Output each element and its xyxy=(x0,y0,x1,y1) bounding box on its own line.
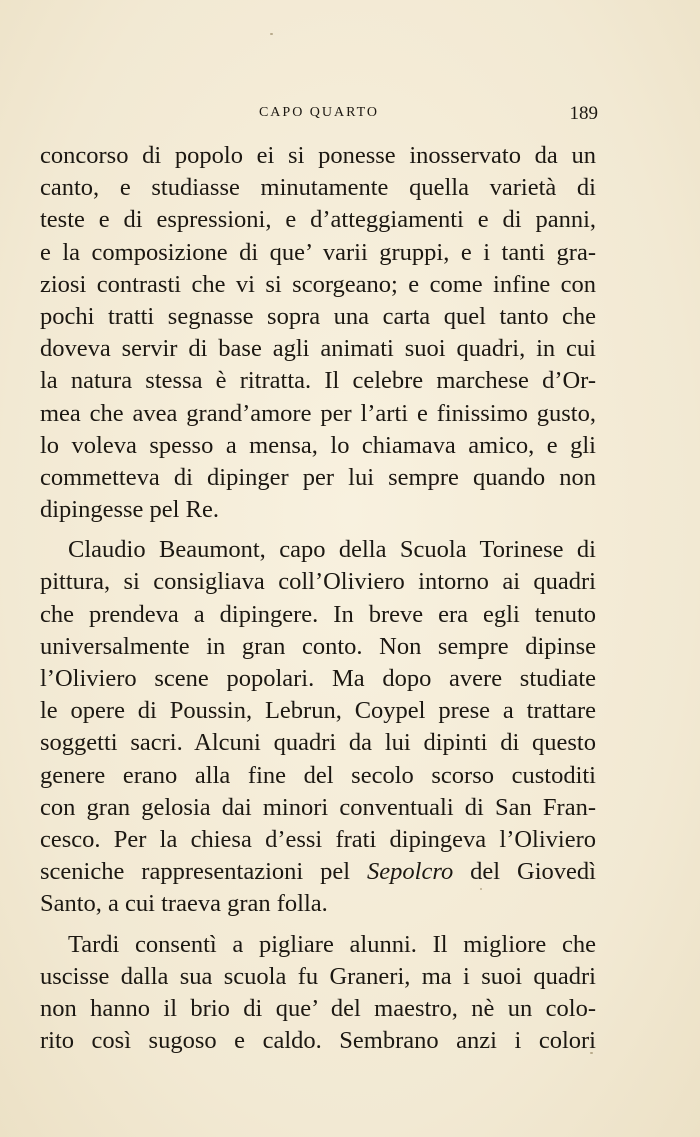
text-line: concorso di popolo ei si ponesse inosservato da un xyxy=(40,142,596,169)
text-line: pittura, si consigliava coll’Oliviero intorno ai quadri xyxy=(40,568,596,596)
text-line: che prendeva a dipingere. In breve era egli tenuto xyxy=(40,600,596,628)
text-line: Tardi consentì a pigliare alunni. Il migliore che xyxy=(68,930,596,958)
text-line: con gran gelosia dai minori conventuali di San Fran- xyxy=(40,793,596,821)
text-line: ziosi contrasti che vi si scorgeano; e come infine con xyxy=(40,270,596,298)
text-line: doveva servir di base agli animati suoi quadri, in cui xyxy=(40,335,596,363)
text-line: mea che avea grand’amore per l’arti e finissimo gusto, xyxy=(40,399,596,427)
text-line: pochi tratti segnasse sopra una carta quel tanto che xyxy=(40,302,596,330)
text-line: dipingesse pel Re. xyxy=(40,496,219,524)
paragraph xyxy=(40,929,596,1058)
text-line: non hanno il brio di que’ del maestro, nè un colo- xyxy=(40,994,596,1022)
text-line: commetteva di dipinger per lui sempre quando non xyxy=(40,463,596,491)
text-line: Santo, a cui traeva gran folla. xyxy=(40,890,328,918)
text-line: lo voleva spesso a mensa, lo chiamava amico, e gli xyxy=(40,431,596,459)
text-line: la natura stessa è ritratta. Il celebre marchese d’Or- xyxy=(40,367,596,395)
text-line: soggetti sacri. Alcuni quadri da lui dipinti di questo xyxy=(40,729,596,757)
running-head: CAPO QUARTO xyxy=(258,105,380,120)
text-line: genere erano alla fine del secolo scorso custoditi xyxy=(40,761,596,789)
italic-title: Sepolcro xyxy=(367,858,454,886)
body-text xyxy=(40,140,596,1057)
text-line: le opere di Poussin, Lebrun, Coypel prese a trattare xyxy=(40,697,596,725)
text-line: cesco. Per la chiesa d’essi frati dipingeva l’Oliviero xyxy=(40,825,596,853)
text-line: canto, e studiasse minutamente quella varietà di xyxy=(40,174,596,202)
text-line: uscisse dalla sua scuola fu Graneri, ma i suoi quadri xyxy=(40,962,596,990)
text-line: universalmente in gran conto. Non sempre dipinse xyxy=(40,632,596,660)
paper-speck xyxy=(270,33,273,35)
text-line: teste e di espressioni, e d’atteggiamenti e di panni, xyxy=(40,206,596,234)
text-line: l’Oliviero scene popolari. Ma dopo avere studiate xyxy=(40,665,596,692)
text-line: rito così sugoso e caldo. Sembrano anzi i colori xyxy=(40,1027,596,1055)
paragraph xyxy=(40,534,596,920)
page-header xyxy=(40,103,598,127)
text-line: e la composizione di que’ varii gruppi, e i tanti gra- xyxy=(40,238,596,266)
text-line: sceniche rappresentazioni pel Sepolcro del Giovedì xyxy=(40,858,596,886)
page-number: 189 xyxy=(569,103,598,124)
text-line: Claudio Beaumont, capo della Scuola Torinese di xyxy=(68,536,596,564)
paragraph xyxy=(40,140,596,526)
